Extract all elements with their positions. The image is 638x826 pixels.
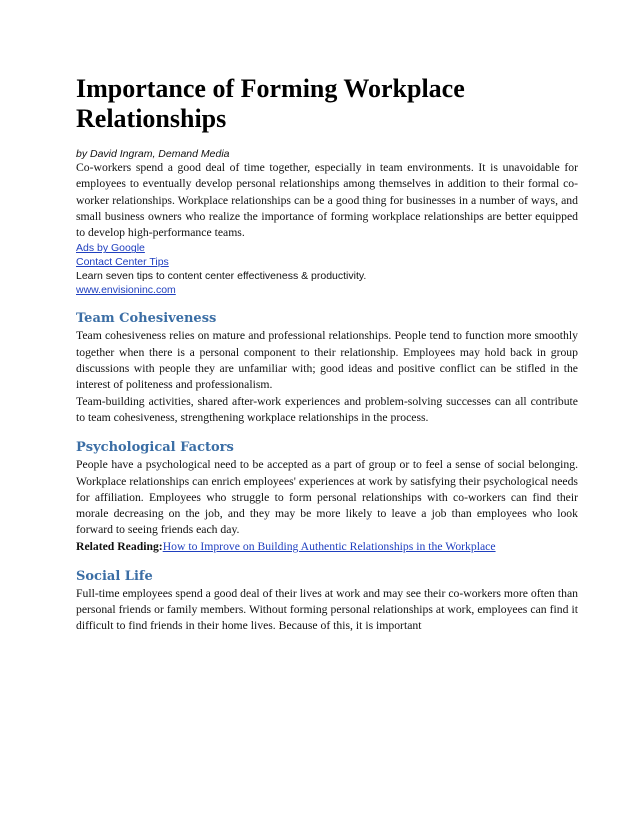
psychological-factors-paragraph: People have a psychological need to be accepted as a part of group or to feel a sense of social belonging. Workplace relationships can enrich employees' experiences at work by satisfying their psychological needs for affiliation. Employees who struggle to form personal relationships with co-workers can find their morale decreasing on the job, and they may be more likely to leave a job than employees who look forward to seeing friends each day. bbox=[76, 458, 578, 537]
contact-center-tips-link[interactable]: Contact Center Tips bbox=[76, 256, 169, 269]
page-title: Importance of Forming Workplace Relationships bbox=[76, 74, 465, 133]
related-reading-label: Related Reading: bbox=[76, 539, 163, 553]
byline: by David Ingram, Demand Media bbox=[76, 148, 230, 160]
section-heading-team-cohesiveness: Team Cohesiveness bbox=[76, 311, 217, 327]
team-cohesiveness-paragraph-2: Team-building activities, shared after-work experiences and problem-solving successes can all contribute to team cohesiveness, strengthening workplace relationships in the process. bbox=[76, 394, 578, 424]
section-heading-social-life: Social Life bbox=[76, 568, 153, 584]
related-reading bbox=[76, 539, 578, 555]
ad-url bbox=[76, 283, 578, 297]
ad-title bbox=[76, 255, 578, 269]
team-cohesiveness-paragraph-1: Team cohesiveness relies on mature and professional relationships. People tend to function more smoothly together when there is a personal component to their relationship. Employees may hold back in group discussions with people they are unfamiliar with; good ideas and positive conflict can be stifled in the interest of politeness and professionalism. bbox=[76, 329, 578, 392]
ads-label bbox=[76, 241, 578, 255]
ads-by-google-link[interactable]: Ads by Google bbox=[76, 242, 145, 255]
envisioninc-link[interactable]: www.envisioninc.com bbox=[76, 284, 176, 297]
section-heading-psychological-factors: Psychological Factors bbox=[76, 440, 234, 456]
social-life-paragraph: Full-time employees spend a good deal of their lives at work and may see their co-workers more often than personal friends or family members. Without forming personal relationships at work, employees can find it difficult to find friends in their home lives. Because of this, it is important bbox=[76, 586, 578, 633]
related-reading-link[interactable]: How to Improve on Building Authentic Relationships in the Workplace bbox=[162, 539, 496, 553]
intro-paragraph: Co-workers spend a good deal of time together, especially in team environments. It is unavoidable for employees to eventually develop personal relationships among themselves in addition to their formal co-worker relationships. Workplace relationships can be a good thing for businesses in a number of ways, and small business owners who realize the importance of forming workplace relationships are better equipped to develop high-performance teams. bbox=[76, 161, 578, 240]
ad-text: Learn seven tips to content center effectiveness & productivity. bbox=[76, 270, 367, 283]
